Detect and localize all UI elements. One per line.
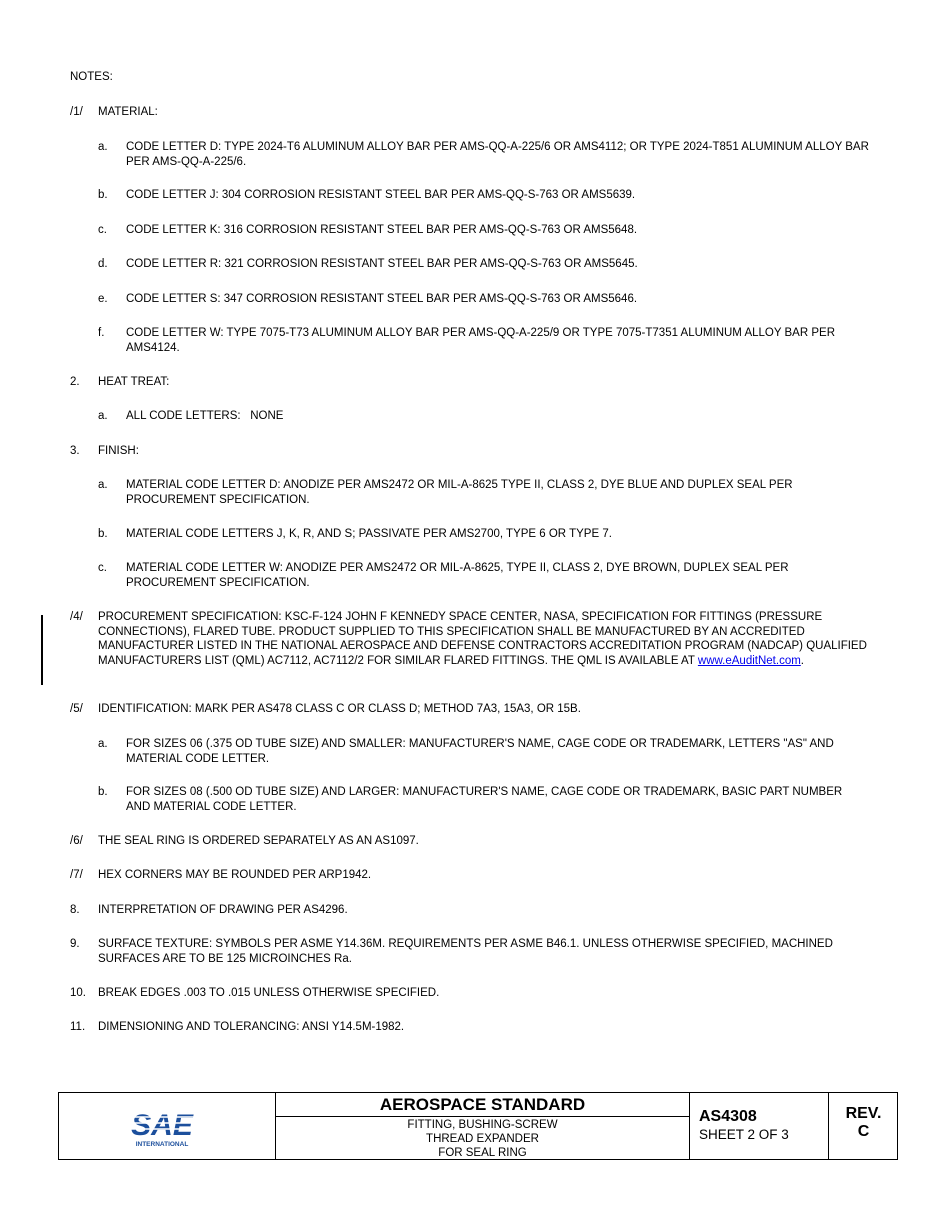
sub-number: a. [98,410,108,422]
sub-text: CODE LETTER S: 347 CORROSION RESISTANT STEEL BAR PER AMS-QQ-S-763 OR AMS5646. [126,293,638,305]
revision-cell [829,1093,898,1159]
sub-number: c. [98,562,107,574]
note-number: 2. [70,376,80,388]
sae-logo [127,1105,197,1149]
sub-text: MATERIAL CODE LETTERS J, K, R, AND S; PASSIVATE PER AMS2700, TYPE 6 OR TYPE 7. [126,528,612,540]
description-line-2: THREAD EXPANDER [426,1133,539,1145]
note-number: /7/ [70,869,83,881]
note-number: /6/ [70,835,83,847]
logo-cell [59,1093,276,1159]
sub-number: c. [98,224,107,236]
sub-number: b. [98,786,108,798]
note-text: IDENTIFICATION: MARK PER AS478 CLASS C OR CLASS D; METHOD 7A3, 15A3, OR 15B. [98,703,581,715]
sub-number: a. [98,141,108,153]
sub-text: MATERIAL CODE LETTER W: ANODIZE PER AMS2472 OR MIL-A-8625, TYPE II, CLASS 2, DYE BROWN, DUPLEX SEAL PER PROCUREMENT SPECIFICATION. [126,562,789,589]
sub-number: b. [98,528,108,540]
note-4-period: . [800,654,804,667]
sub-text: MATERIAL CODE LETTER D: ANODIZE PER AMS2472 OR MIL-A-8625 TYPE II, CLASS 2, DYE BLUE AND DUPLEX SEAL PER PROCUREMENT SPECIFICATION. [126,479,793,506]
description-line-3: FOR SEAL RING [438,1147,527,1159]
sub-number: d. [98,258,108,270]
note-number: 10. [70,987,86,999]
note-text: DIMENSIONING AND TOLERANCING: ANSI Y14.5M-1982. [98,1021,405,1033]
note-number: /5/ [70,703,83,715]
title-cell [276,1093,690,1159]
sub-text: CODE LETTER W: TYPE 7075-T73 ALUMINUM ALLOY BAR PER AMS-QQ-A-225/9 OR TYPE 7075-T7351 ALUMINUM ALLOY BAR PER AMS4124. [126,327,836,354]
sub-number: f. [98,327,105,339]
sheet-number: SHEET 2 OF 3 [699,1127,789,1142]
sub-text: FOR SIZES 08 (.500 OD TUBE SIZE) AND LARGER: MANUFACTURER'S NAME, CAGE CODE OR TRADEMARK, BASIC PART NUMBER AND MATERIAL CODE LETTER. [126,786,843,813]
sub-text: CODE LETTER J: 304 CORROSION RESISTANT STEEL BAR PER AMS-QQ-S-763 OR AMS5639. [126,189,636,201]
sae-logo-subtext: INTERNATIONAL [135,1141,189,1148]
sub-text: FOR SIZES 06 (.375 OD TUBE SIZE) AND SMALLER: MANUFACTURER'S NAME, CAGE CODE OR TRADEMARK, LETTERS "AS" AND MATERIAL CODE LETTER. [126,738,834,765]
note-text: THE SEAL RING IS ORDERED SEPARATELY AS AN AS1097. [98,835,419,847]
sub-number: a. [98,479,108,491]
revision-change-bar [41,615,43,685]
revision-heading: REV. [845,1105,882,1122]
note-number: /4/ [70,611,83,623]
note-number: 3. [70,445,80,457]
sub-number: e. [98,293,108,305]
note-number: 8. [70,904,80,916]
note-text: INTERPRETATION OF DRAWING PER AS4296. [98,904,348,916]
note-text: MATERIAL: [98,106,158,118]
part-description [276,1117,689,1160]
revision-value: C [857,1123,870,1140]
eauditnet-link[interactable]: www.eAuditNet.com [697,654,801,667]
sub-text: CODE LETTER D: TYPE 2024-T6 ALUMINUM ALLOY BAR PER AMS-QQ-A-225/6 OR AMS4112; OR TYPE 2024-T851 ALUMINUM ALLOY BAR PER AMS-QQ-A-225/6. [126,141,869,168]
sub-number: b. [98,189,108,201]
document-number: AS4308 [699,1108,757,1125]
sub-text: CODE LETTER K: 316 CORROSION RESISTANT STEEL BAR PER AMS-QQ-S-763 OR AMS5648. [126,224,638,236]
note-text: HEAT TREAT: [98,376,170,388]
note-text: HEX CORNERS MAY BE ROUNDED PER ARP1942. [98,869,372,881]
standard-heading: AEROSPACE STANDARD [276,1093,689,1117]
sub-number: a. [98,738,108,750]
note-text: SURFACE TEXTURE: SYMBOLS PER ASME Y14.36M. REQUIREMENTS PER ASME B46.1. UNLESS OTHERWISE SPECIFIED, MACHINED SURFACES ARE TO BE 125 MICROINCHES Ra. [98,938,833,965]
note-text: BREAK EDGES .003 TO .015 UNLESS OTHERWISE SPECIFIED. [98,987,440,999]
description-line-1: FITTING, BUSHING-SCREW [407,1119,558,1131]
note-number: /1/ [70,106,83,118]
document-cell [690,1093,829,1159]
sub-text: ALL CODE LETTERS: NONE [126,410,284,422]
sae-logo-text: SAE [131,1109,193,1142]
revision-label [829,1105,898,1141]
title-block [58,1092,898,1160]
note-number: 11. [70,1021,86,1033]
notes-title: NOTES: [70,71,113,83]
note-text: FINISH: [98,445,139,457]
note-number: 9. [70,938,80,950]
note-4-body: PROCUREMENT SPECIFICATION: KSC-F-124 JOHN F KENNEDY SPACE CENTER, NASA, SPECIFICATION FOR FITTINGS (PRESSURE CONNECTIONS), FLARED TUBE. PRODUCT SUPPLIED TO THIS SPECIFICATION SHALL BE MANUFACTURED BY AN ACCREDITED MANUFACTURER LISTED IN THE NATIONAL AEROSPACE AND DEFENSE CONTRACTORS ACCREDITATION PROGRAM (NADCAP) QUALIFIED MANUFACTURERS LIST (QML) AC7112, AC7112/2 FOR SIMILAR FLARED FITTINGS. THE QML IS AVAILABLE AT [98,611,867,667]
sub-text: CODE LETTER R: 321 CORROSION RESISTANT STEEL BAR PER AMS-QQ-S-763 OR AMS5645. [126,258,638,270]
note-text [98,610,880,668]
